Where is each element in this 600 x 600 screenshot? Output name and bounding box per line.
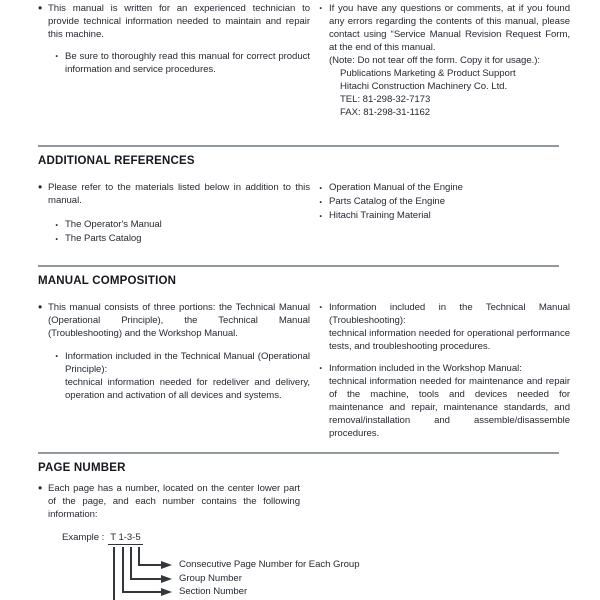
item-label: Information included in the Workshop Manual: [329, 363, 522, 374]
reference-label: Hitachi Training Material [329, 210, 431, 221]
contact-line: FAX: 81-298-31-1162 [340, 107, 431, 118]
bullet-marker: • [38, 300, 43, 314]
diagram-line-group [130, 547, 132, 580]
section-heading: MANUAL COMPOSITION [38, 275, 177, 287]
diagram-line-section [122, 547, 124, 593]
note-text: (Note: Do not tear off the form. Copy it for usage.): [329, 55, 540, 66]
arrow-right-icon [161, 561, 172, 569]
sub-bullet-text: If you have any questions or comments, at if you found any errors regarding the contents of this manual, please contact using “Service Manual Revision Request Form, at the end of this manual. [329, 3, 570, 53]
sub-bullet-marker: · [319, 361, 323, 375]
bullet-text: This manual is written for an experienced technician to provide technical information needed to maintain and repair this machine. [48, 3, 310, 40]
contact-line: Hitachi Construction Machinery Co. Ltd. [340, 81, 508, 92]
diagram-label-consecutive-page: Consecutive Page Number for Each Group [179, 559, 360, 570]
reference-item [319, 181, 570, 195]
contact-line: TEL: 81-298-32-7173 [340, 94, 431, 105]
sub-bullet-marker: · [55, 49, 59, 63]
sub-bullet-marker: · [319, 300, 323, 314]
intro-section [38, 1, 570, 119]
example-line [62, 532, 143, 543]
reference-label: The Parts Catalog [65, 233, 142, 244]
sub-bullet-marker: · [319, 195, 323, 209]
example-value: T 1-3-5 [110, 532, 141, 543]
diagram-label-section-number: Section Number [179, 586, 248, 597]
item-label: Information included in the Technical Manual (Troubleshooting): [329, 302, 570, 326]
composition-left-column [38, 301, 310, 402]
bullet-marker: • [38, 1, 43, 15]
diagram-line-t [113, 547, 115, 600]
bullet-text: Please refer to the materials listed below in addition to this manual. [48, 182, 310, 206]
example-label: Example : [62, 532, 105, 543]
sub-bullet-text: Be sure to thoroughly read this manual for correct product information and service procedures. [65, 51, 310, 75]
addref-right-column [319, 181, 570, 223]
intro-left-column [38, 2, 310, 76]
bullet-item [38, 181, 310, 207]
page-number-section [38, 452, 566, 600]
bullet-text: This manual consists of three portions: the Technical Manual (Operational Principle), the Technical Manual (Troubleshooting) and the Workshop Manual. [48, 302, 310, 339]
diagram-connector-section [122, 591, 162, 593]
sub-bullet-item [319, 362, 570, 440]
reference-item [319, 209, 570, 223]
sub-bullet-item [319, 301, 570, 353]
diagram-connector-page [138, 564, 162, 566]
item-description: technical information needed for operational performance tests, and troubleshooting procedures. [329, 328, 570, 352]
bullet-marker: • [38, 481, 43, 495]
sub-bullet-marker: · [55, 349, 59, 363]
contact-line: Publications Marketing & Product Support [340, 68, 516, 79]
manual-composition-section [38, 265, 570, 440]
bullet-item [38, 482, 300, 521]
diagram-connector-group [130, 578, 162, 580]
contact-block [329, 67, 570, 119]
arrow-right-icon [161, 575, 172, 583]
item-description: technical information needed for redeliver and delivery, operation and activation of all devices and systems. [65, 377, 310, 401]
intro-right-column [319, 2, 570, 119]
sub-bullet-item [38, 350, 310, 402]
diagram-label-group-number: Group Number [179, 573, 242, 584]
sub-bullet-item [38, 50, 310, 76]
reference-item [38, 232, 310, 246]
sub-bullet-marker: · [55, 218, 59, 232]
section-heading: PAGE NUMBER [38, 462, 126, 474]
composition-right-column [319, 301, 570, 440]
section-rule [38, 452, 559, 454]
sub-bullet-marker: · [319, 209, 323, 223]
bullet-item [38, 2, 310, 41]
reference-label: Operation Manual of the Engine [329, 182, 463, 193]
reference-label: The Operator's Manual [65, 219, 162, 230]
sub-bullet-marker: · [319, 1, 323, 15]
section-rule [38, 145, 559, 147]
item-description: technical information needed for maintenance and repair of the machine, tools and devices needed for maintenance and repair, maintenance standards, and removal/installation and assemble/disassemble procedures. [329, 376, 570, 439]
addref-left-column [38, 181, 310, 246]
bullet-item [38, 301, 310, 340]
reference-list [38, 218, 310, 246]
reference-label: Parts Catalog of the Engine [329, 196, 445, 207]
section-heading: ADDITIONAL REFERENCES [38, 155, 195, 167]
sub-bullet-item [319, 2, 570, 119]
bullet-marker: • [38, 180, 43, 194]
bullet-text: Each page has a number, located on the center lower part of the page, and each number contains the following information: [48, 483, 300, 520]
reference-item [38, 218, 310, 232]
sub-bullet-marker: · [319, 181, 323, 195]
section-rule [38, 265, 559, 267]
reference-item [319, 195, 570, 209]
additional-references-section [38, 145, 566, 246]
arrow-right-icon [161, 588, 172, 596]
sub-bullet-marker: · [55, 232, 59, 246]
item-label: Information included in the Technical Manual (Operational Principle): [65, 351, 310, 375]
